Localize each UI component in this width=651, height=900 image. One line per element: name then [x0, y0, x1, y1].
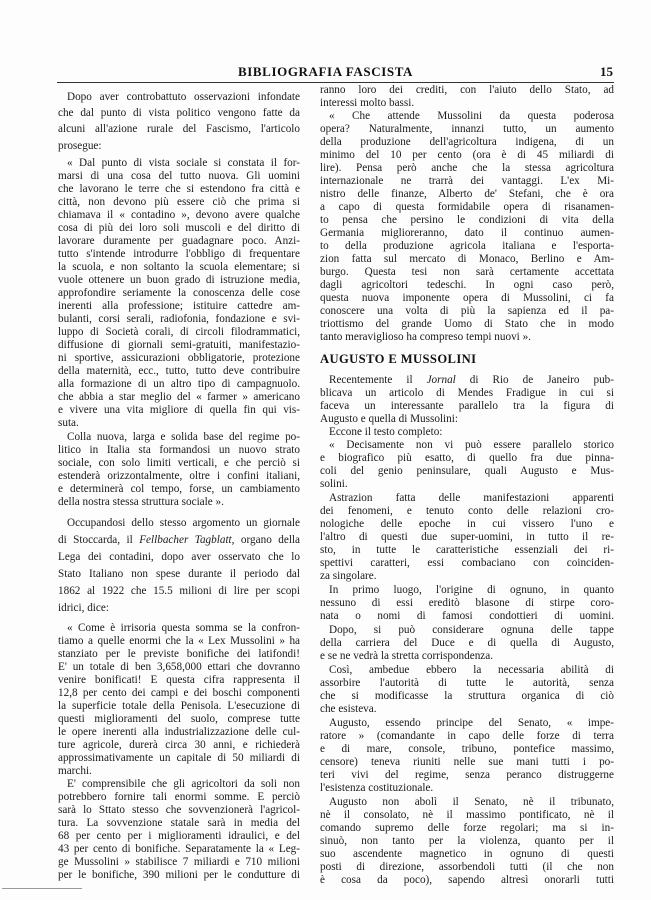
text-line: Dopo aver controbattuto osservazioni infondate — [67, 91, 300, 103]
running-title: BIBLIOGRAFIA FASCISTA — [237, 64, 414, 79]
text-line: che lavorano le terre che si estendono fra città e — [58, 183, 300, 195]
text-line: nologiche delle epoche in cui vissero l'uno e — [320, 518, 614, 530]
page-number: 15 — [600, 64, 613, 79]
text-line: è cosa da poco), sapendo altresì onorarli tutti — [320, 874, 614, 886]
text-line: Recentemente il Jornal di Rio de Janeiro pub- — [329, 374, 615, 386]
text-line: E' un totale di ben 3,658,000 ettari che dovranno — [58, 661, 300, 673]
text-line: della nostra stessa struttura sociale ». — [58, 496, 224, 508]
text-line: tura. La sovvenzione statale sarà in media del — [58, 817, 300, 829]
text-line: In primo luogo, l'origine di ognuno, in quanto — [329, 584, 614, 596]
text-line: interessi molto bassi. — [320, 97, 415, 109]
text-line: inerenti alla professione; istituire cattedre am- — [58, 300, 300, 312]
text-line: faceva un interessante parallelo tra la figura di — [320, 400, 614, 412]
text-line: vuole ottenere un buon grado di istruzione media, — [58, 274, 300, 286]
text-line: della maternità, ecc., tutto, tutto deve contribuire — [58, 365, 300, 377]
header-rule — [57, 82, 614, 83]
text-line: la scuola, e non soltanto la scuola elementare; si — [58, 261, 300, 273]
text-line: luppo di Società corali, di circoli filodrammatici, — [58, 326, 300, 338]
text-line: alla formazione di un altro tipo di campagnuolo. — [58, 378, 300, 390]
text-line: spettivi caratteri, essi combaciano con coinciden- — [320, 557, 614, 569]
section-heading-augusto-e-mussolini: AUGUSTO E MUSSOLINI — [320, 352, 477, 366]
text-line: coli del genio peninsulare, quali Augusto e Mus- — [320, 465, 614, 477]
text-line: dei fenomeni, e tenuto conto delle relazioni cro- — [320, 505, 614, 517]
text-line: ranno loro dei crediti, con l'aiuto dello Stato, ad — [320, 84, 614, 96]
text-line: marchi. — [58, 765, 92, 777]
text-line: triottismo del grande Uomo di Stato che in modo — [320, 318, 614, 330]
text-line: marsi di una cosa del tutto nuova. Gli uomini — [58, 170, 300, 182]
text-line: « Dal punto di vista sociale si constata il for- — [67, 157, 300, 169]
text-line: estenderà orizzontalmente, oltre i confini italiani, — [58, 470, 300, 482]
text-line: prosegue: — [58, 140, 102, 152]
text-line: stanziato per le previste bonifiche dei latifondi! — [58, 648, 300, 660]
text-line: Occupandosi dello stesso argomento un giornale — [67, 517, 300, 529]
text-line: sociale, con solo limiti verticali, e che perciò si — [58, 457, 300, 469]
text-line: zion fatta sul mercato di Monaco, Berlino e Am- — [320, 253, 614, 265]
text-line: diffusione di giornali semi-gratuiti, manifestazio- — [58, 339, 300, 351]
text-line: e se ne vedrà la stretta corrispondenza. — [320, 650, 494, 662]
text-line: idrici, dice: — [58, 602, 109, 614]
text-line: tutto s'intende introdurre l'obbligo di frequentare — [58, 248, 300, 260]
text-line: « Come è irrisoria questa somma se la confron- — [67, 622, 300, 634]
text-line: lavorare duramente per guadagnare poco. Anzi- — [58, 235, 300, 247]
text-line: l'esistenza costituzionale. — [320, 782, 434, 794]
text-line: posti di direzione, assorbendoli tutti (il che non — [320, 861, 614, 873]
text-line: teri vivi del regime, senza peranco distruggerne — [320, 769, 614, 781]
text-line: 1862 al 1922 che 15.5 milioni di lire per scopi — [58, 585, 300, 597]
text-line: dagli agricoltori tedeschi. In ogni caso però, — [320, 279, 614, 291]
text-line: che esisteva. — [320, 703, 377, 715]
text-line: Astrazion fatta delle manifestazioni apparenti — [329, 492, 614, 504]
text-line: di Stoccarda, il Fellbacher Tagblatt, organo della — [58, 534, 301, 546]
text-line: e di mare, console, tribuno, pontefice massimo, — [320, 743, 614, 755]
text-line: ture agricole, durerà circa 30 anni, e richiederà — [58, 739, 300, 751]
text-line: nè il consolato, nè il massimo pontificato, nè il — [320, 809, 614, 821]
text-line: sto, in tutte le caratteristiche essenziali dei ri- — [320, 544, 614, 556]
text-line: to pensa che persino le condizioni di vita della — [320, 214, 614, 226]
text-line: censore) teneva riuniti nelle sue mani tutti i po- — [320, 756, 614, 768]
text-line: litico in Italia sta formandosi un nuovo strato — [58, 444, 300, 456]
text-line: ni sportive, assicurazioni obbligatorie, protezione — [58, 352, 300, 364]
text-line: « Decisamente non vi può essere parallelo storico — [329, 439, 614, 451]
text-line: e biografico più esatto, di quello fra due pinna- — [320, 452, 614, 464]
text-line: E' comprensibile che gli agricoltori da soli non — [67, 778, 300, 790]
text-line: e determinerà col tempo, forse, un cambiamento — [58, 483, 300, 495]
italic-title: Fellbacher Tagblatt — [139, 534, 232, 546]
text-line: nessuno di essi ereditò blasone di stirpe coro- — [320, 597, 614, 609]
text-line: che dal punto di vista politico vengono fatte da — [58, 107, 300, 119]
text-line: e vivere una vita migliore di quella fin qui vis- — [58, 404, 300, 416]
text-line: approssimativamente un capitale di 50 miliardi di — [58, 752, 300, 764]
text-line: che abbia a star meglio del « farmer » americano — [58, 391, 300, 403]
text-line: Stato Italiano non spese durante il periodo dal — [58, 568, 300, 580]
text-line: venire bonificati! E questa cifra rappresenta il — [58, 674, 300, 686]
italic-title: Jornal — [426, 374, 456, 386]
text-line: la superficie totale della Penisola. L'esecuzione di — [58, 700, 300, 712]
text-line: nistro delle finanze, Alberto de' Stefani, che è ora — [320, 188, 614, 200]
text-line: assorbire l'autorità di tutte le autorità, senza — [320, 677, 614, 689]
text-line: sinuò, non tanto per la violenza, quanto per il — [320, 835, 614, 847]
text-line: Augusto, essendo principe del Senato, « impe- — [329, 717, 614, 729]
text-line: le opere inerenti alla industrializzazione delle cul- — [58, 726, 300, 738]
text-line: bulanti, corsi serali, radiofonia, fondazione e svi- — [58, 313, 300, 325]
text-line: to della produzione agricola italiana e l'esporta- — [320, 240, 614, 252]
text-line: alcuni all'azione rurale del Fascismo, l'articolo — [58, 123, 300, 135]
text-line: Lega dei contadini, dopo aver osservato che lo — [58, 551, 300, 563]
text-line: Augusto non abolì il Senato, nè il tribunato, — [329, 796, 614, 808]
text-line: Dopo, si può considerare ognuna delle tappe — [329, 624, 614, 636]
text-line: a capo di questa formidabile opera di risanamen- — [320, 201, 614, 213]
text-line: comando supremo delle forze regolari; ma si in- — [320, 822, 614, 834]
text-line: Eccone il testo completo: — [329, 426, 443, 438]
text-line: tanto meraviglioso ha compreso tempi nuovi ». — [320, 331, 531, 343]
text-line: solini. — [320, 478, 348, 490]
text-line: l'altro di questi due super-uomini, in tutto il re- — [320, 531, 614, 543]
text-line: che si modificasse la struttura organica di ciò — [320, 690, 614, 702]
text-line: 68 per cento per i miglioramenti idraulici, e del — [58, 830, 300, 842]
scan-edge-mark — [2, 888, 82, 889]
text-line: approfondire seriamente la conoscenza delle cose — [58, 287, 300, 299]
text-line: suta. — [58, 417, 79, 429]
text-line: Augusto e quella di Mussolini: — [320, 413, 458, 425]
text-line: questa nuova imponente opera di Mussolini, ci fa — [320, 292, 614, 304]
text-line: 12,8 per cento dei campi e dei boschi componenti — [58, 687, 300, 699]
text-line: burgo. Questa tesi non sarà certamente accettata — [320, 266, 614, 278]
text-line: suo ascendente magnetico in ognuno di questi — [320, 848, 614, 860]
text-line: nata o nomi di famosi condottieri di uomini. — [320, 610, 614, 622]
text-line: conoscere una volta di più la sapienza ed il pa- — [320, 305, 614, 317]
text-line: cosa di più dei loro soli muscoli e del diritto di — [58, 222, 300, 234]
text-line: chiamava il « contadino », devono avere qualche — [58, 209, 300, 221]
text-line: sarà lo Sttato stesso che sovvenzionerà l'agricol- — [58, 804, 300, 816]
text-line: za singolare. — [320, 570, 377, 582]
text-line: per le bonifiche, 390 milioni per le condutture di — [58, 869, 300, 881]
text-line: internazionale ne trarrà dei vantaggi. L'ex Mi- — [320, 175, 614, 187]
text-line: potrebbero fornire tali enormi somme. E perciò — [58, 791, 300, 803]
text-line: città, non devono più essere ciò che prima si — [58, 196, 300, 208]
text-line: della carriera del Duce e di quella di Augusto, — [320, 637, 614, 649]
text-line: opera? Naturalmente, innanzi tutto, un aumento — [320, 123, 614, 135]
text-line: della produzione dell'agricoltura indigena, di un — [320, 136, 614, 148]
text-line: Così, ambedue ebbero la necessaria abilità di — [329, 664, 614, 676]
text-line: ge Mussolini » stabilisce 7 miliardi e 710 milioni — [58, 856, 300, 868]
text-line: 43 per cento di bonifiche. Separatamente la « Leg- — [58, 843, 300, 855]
text-line: Germania miglioreranno, dato il continuo aumen- — [320, 227, 614, 239]
text-line: minimo del 10 per cento (ora è di 45 miliardi di — [320, 149, 614, 161]
text-line: lire). Pensa però anche che la stessa agricoltura — [320, 162, 614, 174]
text-line: tiamo a quelle enormi che la « Lex Mussolini » ha — [58, 635, 300, 647]
text-line: « Che attende Mussolini da questa poderosa — [329, 110, 614, 122]
text-line: questi miglioramenti del suolo, comprese tutte — [58, 713, 300, 725]
text-line: blicava un articolo di Mendes Fradigue in cui si — [320, 387, 614, 399]
text-line: Colla nuova, larga e solida base del regime po- — [67, 431, 300, 443]
text-line: ratore » (comandante in capo delle forze di terra — [320, 730, 614, 742]
